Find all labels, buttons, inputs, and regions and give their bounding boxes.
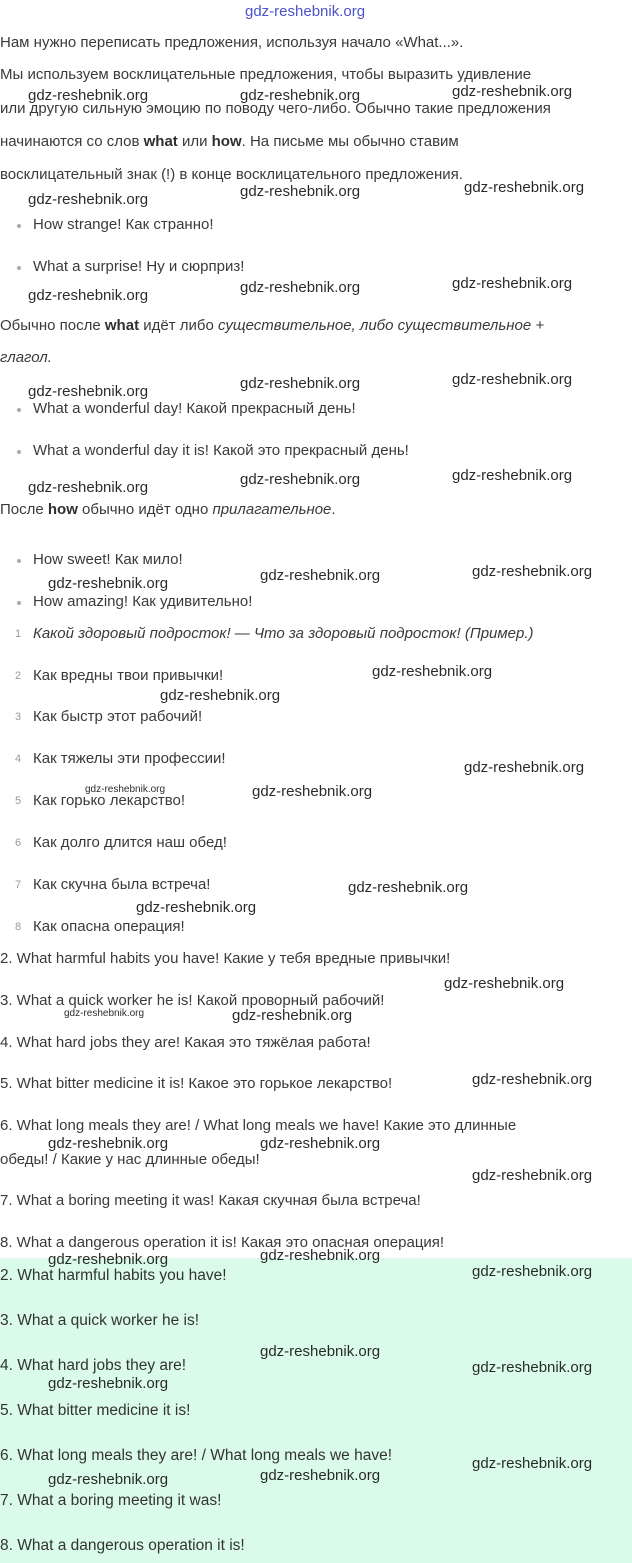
watermark: gdz-reshebnik.org xyxy=(28,87,149,104)
watermark: gdz-reshebnik.org xyxy=(260,1467,381,1484)
list-number: 2 xyxy=(15,670,22,682)
watermark: gdz-reshebnik.org xyxy=(452,83,573,100)
watermark: gdz-reshebnik.org xyxy=(260,567,381,584)
watermark: gdz-reshebnik.org xyxy=(452,371,573,388)
list-item-text: Как тяжелы эти профессии! xyxy=(33,750,226,767)
final-answer-line: 7. What a boring meeting it was! xyxy=(0,1492,222,1509)
watermark: gdz-reshebnik.org xyxy=(28,287,149,304)
watermark: gdz-reshebnik.org xyxy=(472,1167,593,1184)
watermark: gdz-reshebnik.org xyxy=(472,563,593,580)
list-number: 7 xyxy=(15,879,22,891)
final-answer-line: 6. What long meals they are! / What long meals we have! xyxy=(0,1447,392,1464)
intro-paragraph-line: или другую сильную эмоцию по поводу чего-либо. Обычно такие предложения xyxy=(0,100,551,117)
answer-line: 5. What bitter medicine it is! Какое это горькое лекарство! xyxy=(0,1075,393,1092)
intro-paragraph-line: Мы используем восклицательные предложения, чтобы выразить удивление xyxy=(0,66,532,83)
bullet-example: How strange! Как странно! xyxy=(33,216,214,233)
answer-line: 8. What a dangerous operation it is! Какая это опасная операция! xyxy=(0,1234,445,1251)
bullet-example: How sweet! Как мило! xyxy=(33,551,183,568)
bullet-example: What a wonderful day it is! Какой это прекрасный день! xyxy=(33,442,409,459)
list-number: 8 xyxy=(15,921,22,933)
list-number: 1 xyxy=(15,628,22,640)
bullet-dot xyxy=(17,559,21,563)
bullet-dot xyxy=(17,266,21,270)
bullet-dot xyxy=(17,601,21,605)
watermark: gdz-reshebnik.org xyxy=(240,279,361,296)
watermark: gdz-reshebnik.org xyxy=(28,479,149,496)
final-answer-line: 4. What hard jobs they are! xyxy=(0,1357,187,1374)
answer-line: обеды! / Какие у нас длинные обеды! xyxy=(0,1151,260,1168)
watermark: gdz-reshebnik.org xyxy=(472,1263,593,1280)
watermark: gdz-reshebnik.org xyxy=(48,1135,169,1152)
watermark: gdz-reshebnik.org xyxy=(444,975,565,992)
list-item-text: Какой здоровый подросток! — Что за здоровый подросток! (Пример.) xyxy=(33,625,534,642)
list-item-text: Как долго длится наш обед! xyxy=(33,834,227,851)
final-answer-line: 2. What harmful habits you have! xyxy=(0,1267,227,1284)
watermark: gdz-reshebnik.org xyxy=(452,275,573,292)
list-item-text: Как быстр этот рабочий! xyxy=(33,708,203,725)
bullet-dot xyxy=(17,408,21,412)
watermark: gdz-reshebnik.org xyxy=(472,1359,593,1376)
watermark: gdz-reshebnik.org xyxy=(48,1471,169,1488)
bullet-example: How amazing! Как удивительно! xyxy=(33,593,253,610)
answer-line: 4. What hard jobs they are! Какая это тяжёлая работа! xyxy=(0,1034,371,1051)
bullet-example: What a wonderful day! Какой прекрасный день! xyxy=(33,400,356,417)
bullet-example: What a surprise! Ну и сюрприз! xyxy=(33,258,245,275)
watermark: gdz-reshebnik.org xyxy=(48,1375,169,1392)
watermark: gdz-reshebnik.org xyxy=(348,879,469,896)
watermark: gdz-reshebnik.org xyxy=(48,1251,169,1268)
watermark: gdz-reshebnik.org xyxy=(372,663,493,680)
watermark: gdz-reshebnik.org xyxy=(252,783,373,800)
answer-line: 2. What harmful habits you have! Какие у тебя вредные привычки! xyxy=(0,950,451,967)
rule-paragraph-line: Обычно после what идёт либо существительное, либо существительное + xyxy=(0,317,545,334)
final-answer-line: 3. What a quick worker he is! xyxy=(0,1312,199,1329)
list-number: 3 xyxy=(15,711,22,723)
answer-line: 7. What a boring meeting it was! Какая скучная была встреча! xyxy=(0,1192,421,1209)
watermark: gdz-reshebnik.org xyxy=(240,87,361,104)
watermark: gdz-reshebnik.org xyxy=(260,1135,381,1152)
list-number: 4 xyxy=(15,753,22,765)
watermark: gdz-reshebnik.org xyxy=(464,179,585,196)
watermark: gdz-reshebnik.org xyxy=(260,1247,381,1264)
rule-paragraph-line: глагол. xyxy=(0,349,52,366)
answer-line: 6. What long meals they are! / What long meals we have! Какие это длинные xyxy=(0,1117,517,1134)
watermark: gdz-reshebnik.org xyxy=(85,784,166,795)
watermark: gdz-reshebnik.org xyxy=(240,375,361,392)
watermark: gdz-reshebnik.org xyxy=(452,467,573,484)
watermark: gdz-reshebnik.org xyxy=(472,1071,593,1088)
list-number: 6 xyxy=(15,837,22,849)
watermark: gdz-reshebnik.org xyxy=(48,575,169,592)
watermark: gdz-reshebnik.org xyxy=(240,183,361,200)
watermark: gdz-reshebnik.org xyxy=(64,1008,145,1019)
list-item-text: Как опасна операция! xyxy=(33,918,185,935)
rule-paragraph-line: После how обычно идёт одно прилагательное. xyxy=(0,501,336,518)
list-item-text: Как горько лекарство! xyxy=(33,792,186,809)
watermark: gdz-reshebnik.org xyxy=(136,899,257,916)
watermark: gdz-reshebnik.org xyxy=(160,687,281,704)
final-answer-line: 8. What a dangerous operation it is! xyxy=(0,1537,245,1554)
intro-paragraph-line: начинаются со слов what или how. На письме мы обычно ставим xyxy=(0,133,459,150)
watermark: gdz-reshebnik.org xyxy=(232,1007,353,1024)
list-item-text: Как скучна была встреча! xyxy=(33,876,211,893)
watermark: gdz-reshebnik.org xyxy=(260,1343,381,1360)
watermark: gdz-reshebnik.org xyxy=(464,759,585,776)
watermark: gdz-reshebnik.org xyxy=(28,383,149,400)
intro-line: Нам нужно переписать предложения, используя начало «What...». xyxy=(0,34,464,51)
final-answer-line: 5. What bitter medicine it is! xyxy=(0,1402,191,1419)
list-item-text: Как вредны твои привычки! xyxy=(33,667,224,684)
bullet-dot xyxy=(17,450,21,454)
site-title-link[interactable]: gdz-reshebnik.org xyxy=(245,3,366,20)
list-number: 5 xyxy=(15,795,22,807)
watermark: gdz-reshebnik.org xyxy=(472,1455,593,1472)
intro-paragraph-line: восклицательный знак (!) в конце восклицательного предложения. xyxy=(0,166,463,183)
bullet-dot xyxy=(17,224,21,228)
answer-line: 3. What a quick worker he is! Какой проворный рабочий! xyxy=(0,992,385,1009)
watermark: gdz-reshebnik.org xyxy=(240,471,361,488)
watermark: gdz-reshebnik.org xyxy=(28,191,149,208)
